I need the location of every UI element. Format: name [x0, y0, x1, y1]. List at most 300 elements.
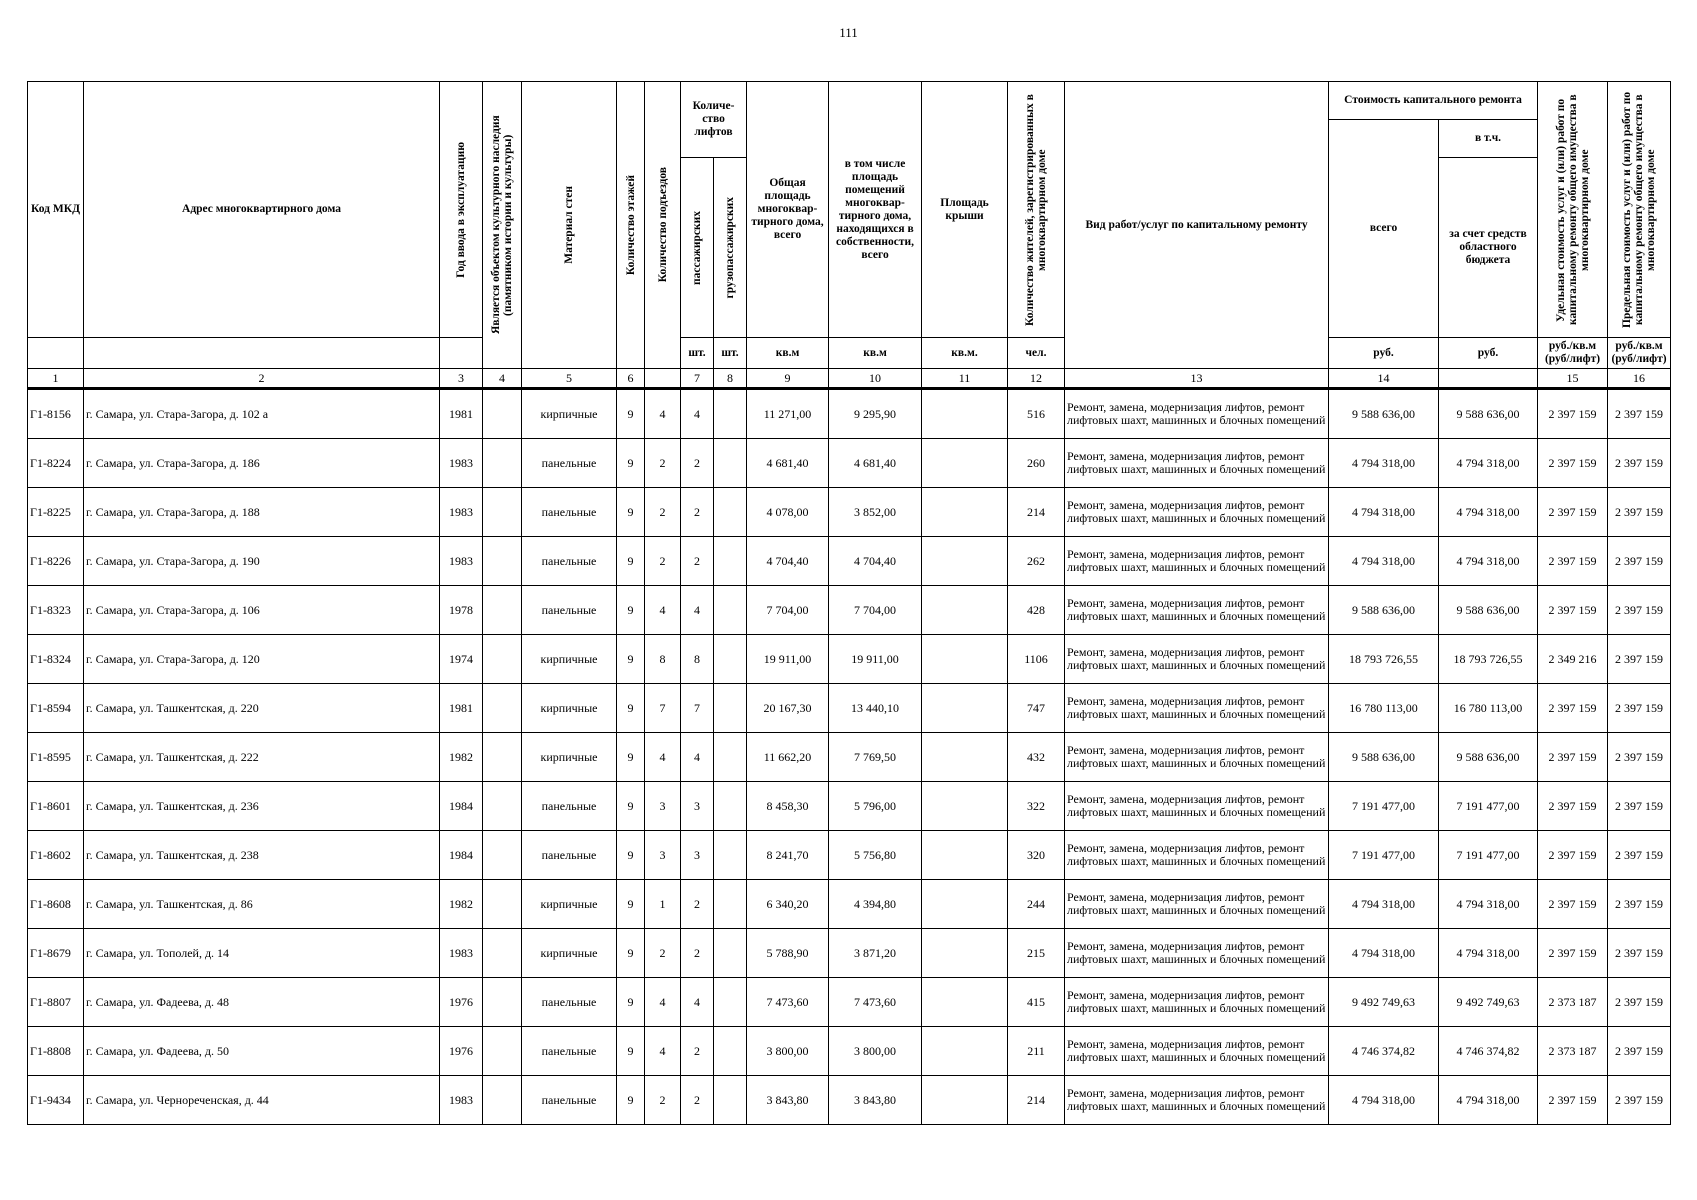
cell-lifts-freight [714, 635, 747, 684]
cell-unit-cost: 2 397 159 [1538, 929, 1608, 978]
cell-roof-area [922, 635, 1008, 684]
cell-work-type: Ремонт, замена, модернизация лифтов, ремонт лифтовых шахт, машинных и блочных помещений [1065, 880, 1329, 929]
cell-lifts-freight [714, 1027, 747, 1076]
table-body [28, 389, 1671, 1125]
cell-address: г. Самара, ул. Стара-Загора, д. 190 [84, 537, 440, 586]
column-number: 9 [747, 369, 829, 389]
cell-total-area: 5 788,90 [747, 929, 829, 978]
cell-code: Г1-8601 [28, 782, 84, 831]
cell-address: г. Самара, ул. Ташкентская, д. 236 [84, 782, 440, 831]
cell-residents: 747 [1008, 684, 1065, 733]
column-number: 2 [84, 369, 440, 389]
cell-entrances: 2 [645, 537, 681, 586]
column-number: 5 [522, 369, 617, 389]
cell-owned-area: 13 440,10 [829, 684, 922, 733]
table-row [28, 586, 1671, 635]
cell-max-cost: 2 397 159 [1608, 929, 1671, 978]
cell-cost-regional: 16 780 113,00 [1439, 684, 1538, 733]
cell-year: 1976 [440, 1027, 483, 1076]
table-row [28, 439, 1671, 488]
cell-max-cost: 2 397 159 [1608, 978, 1671, 1027]
cell-roof-area [922, 929, 1008, 978]
unit-total-area: кв.м [747, 338, 829, 369]
cell-lifts-pass: 8 [681, 635, 714, 684]
header-cost: Стоимость капитального ремонта [1329, 82, 1538, 120]
cell-floors: 9 [617, 635, 645, 684]
table-row [28, 389, 1671, 439]
table-row [28, 635, 1671, 684]
cell-unit-cost: 2 397 159 [1538, 488, 1608, 537]
cell-unit-cost: 2 397 159 [1538, 684, 1608, 733]
cell-wall: панельные [522, 537, 617, 586]
cell-address: г. Самара, ул. Стара-Загора, д. 120 [84, 635, 440, 684]
cell-cost-total: 9 588 636,00 [1329, 586, 1439, 635]
cell-year: 1983 [440, 537, 483, 586]
column-number [645, 369, 681, 389]
cell-cost-total: 4 794 318,00 [1329, 1076, 1439, 1125]
cell-wall: кирпичные [522, 635, 617, 684]
cell-wall: кирпичные [522, 733, 617, 782]
cell-total-area: 8 458,30 [747, 782, 829, 831]
cell-address: г. Самара, ул. Стара-Загора, д. 106 [84, 586, 440, 635]
cell-lifts-freight [714, 929, 747, 978]
cell-lifts-pass: 4 [681, 586, 714, 635]
cell-entrances: 3 [645, 782, 681, 831]
cell-lifts-pass: 2 [681, 1027, 714, 1076]
cell-work-type: Ремонт, замена, модернизация лифтов, ремонт лифтовых шахт, машинных и блочных помещений [1065, 439, 1329, 488]
cell-heritage [483, 635, 522, 684]
cell-floors: 9 [617, 978, 645, 1027]
cell-owned-area: 3 852,00 [829, 488, 922, 537]
cell-residents: 215 [1008, 929, 1065, 978]
cell-owned-area: 4 394,80 [829, 880, 922, 929]
cell-lifts-pass: 3 [681, 831, 714, 880]
cell-cost-regional: 4 746 374,82 [1439, 1027, 1538, 1076]
cell-year: 1981 [440, 684, 483, 733]
cell-lifts-freight [714, 880, 747, 929]
unit-residents: чел. [1008, 338, 1065, 369]
column-number: 3 [440, 369, 483, 389]
cell-wall: кирпичные [522, 929, 617, 978]
column-number: 8 [714, 369, 747, 389]
cell-owned-area: 3 800,00 [829, 1027, 922, 1076]
cell-cost-regional: 7 191 477,00 [1439, 782, 1538, 831]
cell-cost-total: 9 588 636,00 [1329, 733, 1439, 782]
unit-owned-area: кв.м [829, 338, 922, 369]
cell-roof-area [922, 880, 1008, 929]
unit-unit-cost: руб./кв.м (руб/лифт) [1538, 338, 1608, 369]
cell-unit-cost: 2 349 216 [1538, 635, 1608, 684]
cell-heritage [483, 586, 522, 635]
cell-code: Г1-8608 [28, 880, 84, 929]
cell-roof-area [922, 389, 1008, 439]
cell-wall: кирпичные [522, 880, 617, 929]
cell-entrances: 2 [645, 439, 681, 488]
column-number: 15 [1538, 369, 1608, 389]
cell-total-area: 19 911,00 [747, 635, 829, 684]
cell-lifts-freight [714, 978, 747, 1027]
cell-year: 1983 [440, 439, 483, 488]
cell-lifts-pass: 2 [681, 1076, 714, 1125]
column-number: 16 [1608, 369, 1671, 389]
cell-code: Г1-9434 [28, 1076, 84, 1125]
unit-max-cost: руб./кв.м (руб/лифт) [1608, 338, 1671, 369]
cell-total-area: 20 167,30 [747, 684, 829, 733]
cell-lifts-pass: 2 [681, 488, 714, 537]
cell-work-type: Ремонт, замена, модернизация лифтов, ремонт лифтовых шахт, машинных и блочных помещений [1065, 782, 1329, 831]
table-row [28, 684, 1671, 733]
column-number-row [28, 369, 1671, 389]
cell-work-type: Ремонт, замена, модернизация лифтов, ремонт лифтовых шахт, машинных и блочных помещений [1065, 978, 1329, 1027]
cell-owned-area: 5 796,00 [829, 782, 922, 831]
header-lifts-freight: грузопассажирских [714, 158, 747, 338]
table-row [28, 488, 1671, 537]
cell-floors: 9 [617, 880, 645, 929]
cell-wall: кирпичные [522, 389, 617, 439]
column-number [1439, 369, 1538, 389]
cell-unit-cost: 2 397 159 [1538, 880, 1608, 929]
cell-year: 1982 [440, 880, 483, 929]
table-row [28, 978, 1671, 1027]
unit-roof-area: кв.м. [922, 338, 1008, 369]
cell-address: г. Самара, ул. Фадеева, д. 48 [84, 978, 440, 1027]
cell-owned-area: 3 843,80 [829, 1076, 922, 1125]
cell-lifts-pass: 4 [681, 978, 714, 1027]
cell-residents: 1106 [1008, 635, 1065, 684]
cell-cost-total: 4 794 318,00 [1329, 537, 1439, 586]
cell-code: Г1-8807 [28, 978, 84, 1027]
cell-lifts-freight [714, 537, 747, 586]
cell-floors: 9 [617, 586, 645, 635]
column-number: 1 [28, 369, 84, 389]
table-row [28, 782, 1671, 831]
cell-code: Г1-8595 [28, 733, 84, 782]
table-row [28, 880, 1671, 929]
cell-heritage [483, 929, 522, 978]
cell-owned-area: 7 704,00 [829, 586, 922, 635]
column-number: 10 [829, 369, 922, 389]
header-total-area: Общая площадь многоквар-тирного дома, всего [747, 82, 829, 338]
cell-heritage [483, 782, 522, 831]
cell-floors: 9 [617, 439, 645, 488]
cell-max-cost: 2 397 159 [1608, 1027, 1671, 1076]
cell-entrances: 7 [645, 684, 681, 733]
cell-residents: 214 [1008, 488, 1065, 537]
cell-owned-area: 5 756,80 [829, 831, 922, 880]
cell-work-type: Ремонт, замена, модернизация лифтов, ремонт лифтовых шахт, машинных и блочных помещений [1065, 389, 1329, 439]
cell-total-area: 4 681,40 [747, 439, 829, 488]
table-row [28, 733, 1671, 782]
cell-roof-area [922, 586, 1008, 635]
unit-address [84, 338, 440, 369]
header-roof-area: Площадь крыши [922, 82, 1008, 338]
cell-max-cost: 2 397 159 [1608, 684, 1671, 733]
cell-wall: панельные [522, 978, 617, 1027]
cell-heritage [483, 978, 522, 1027]
cell-total-area: 6 340,20 [747, 880, 829, 929]
cell-cost-total: 4 794 318,00 [1329, 929, 1439, 978]
cell-owned-area: 3 871,20 [829, 929, 922, 978]
cell-year: 1984 [440, 831, 483, 880]
column-number: 11 [922, 369, 1008, 389]
cell-wall: кирпичные [522, 684, 617, 733]
cell-roof-area [922, 782, 1008, 831]
cell-address: г. Самара, ул. Ташкентская, д. 222 [84, 733, 440, 782]
cell-roof-area [922, 488, 1008, 537]
cell-work-type: Ремонт, замена, модернизация лифтов, ремонт лифтовых шахт, машинных и блочных помещений [1065, 733, 1329, 782]
cell-heritage [483, 880, 522, 929]
cell-residents: 432 [1008, 733, 1065, 782]
cell-roof-area [922, 831, 1008, 880]
cell-code: Г1-8156 [28, 389, 84, 439]
cell-code: Г1-8679 [28, 929, 84, 978]
cell-unit-cost: 2 397 159 [1538, 439, 1608, 488]
cell-year: 1983 [440, 929, 483, 978]
cell-entrances: 2 [645, 1076, 681, 1125]
cell-year: 1982 [440, 733, 483, 782]
cell-max-cost: 2 397 159 [1608, 782, 1671, 831]
cell-code: Г1-8225 [28, 488, 84, 537]
cell-floors: 9 [617, 537, 645, 586]
header-unit-cost: Удельная стоимость услуг и (или) работ по капитальному ремонту общего имущества в многоквартирном доме [1538, 82, 1608, 338]
cell-owned-area: 9 295,90 [829, 389, 922, 439]
cell-unit-cost: 2 397 159 [1538, 389, 1608, 439]
cell-residents: 244 [1008, 880, 1065, 929]
unit-lifts-pass: шт. [681, 338, 714, 369]
cell-max-cost: 2 397 159 [1608, 439, 1671, 488]
cell-floors: 9 [617, 1027, 645, 1076]
cell-residents: 322 [1008, 782, 1065, 831]
page-number: 111 [839, 25, 858, 40]
cell-cost-regional: 4 794 318,00 [1439, 537, 1538, 586]
header-lifts: Количе-ство лифтов [681, 82, 747, 158]
cell-code: Г1-8324 [28, 635, 84, 684]
cell-heritage [483, 389, 522, 439]
cell-entrances: 3 [645, 831, 681, 880]
cell-max-cost: 2 397 159 [1608, 389, 1671, 439]
cell-year: 1984 [440, 782, 483, 831]
cell-residents: 428 [1008, 586, 1065, 635]
cell-lifts-pass: 2 [681, 929, 714, 978]
cell-work-type: Ремонт, замена, модернизация лифтов, ремонт лифтовых шахт, машинных и блочных помещений [1065, 1027, 1329, 1076]
cell-wall: панельные [522, 1027, 617, 1076]
cell-max-cost: 2 397 159 [1608, 1076, 1671, 1125]
cell-cost-total: 4 746 374,82 [1329, 1027, 1439, 1076]
cell-unit-cost: 2 397 159 [1538, 782, 1608, 831]
cell-lifts-pass: 4 [681, 733, 714, 782]
cell-wall: панельные [522, 831, 617, 880]
cell-lifts-freight [714, 1076, 747, 1125]
cell-roof-area [922, 684, 1008, 733]
cell-work-type: Ремонт, замена, модернизация лифтов, ремонт лифтовых шахт, машинных и блочных помещений [1065, 488, 1329, 537]
header-max-cost: Предельная стоимость услуг и (или) работ по капитальному ремонту общего имущества в многоквартирном доме [1608, 82, 1671, 338]
cell-cost-total: 9 588 636,00 [1329, 389, 1439, 439]
cell-address: г. Самара, ул. Ташкентская, д. 220 [84, 684, 440, 733]
cell-max-cost: 2 397 159 [1608, 488, 1671, 537]
cell-residents: 262 [1008, 537, 1065, 586]
cell-cost-regional: 9 492 749,63 [1439, 978, 1538, 1027]
cell-max-cost: 2 397 159 [1608, 635, 1671, 684]
column-number: 4 [483, 369, 522, 389]
cell-cost-total: 18 793 726,55 [1329, 635, 1439, 684]
cell-heritage [483, 537, 522, 586]
cell-residents: 211 [1008, 1027, 1065, 1076]
cell-max-cost: 2 397 159 [1608, 880, 1671, 929]
column-number: 13 [1065, 369, 1329, 389]
unit-code [28, 338, 84, 369]
cell-total-area: 4 704,40 [747, 537, 829, 586]
cell-cost-regional: 18 793 726,55 [1439, 635, 1538, 684]
cell-roof-area [922, 1076, 1008, 1125]
unit-cost-total: руб. [1329, 338, 1439, 369]
cell-cost-regional: 4 794 318,00 [1439, 1076, 1538, 1125]
cell-address: г. Самара, ул. Тополей, д. 14 [84, 929, 440, 978]
cell-work-type: Ремонт, замена, модернизация лифтов, ремонт лифтовых шахт, машинных и блочных помещений [1065, 635, 1329, 684]
cell-work-type: Ремонт, замена, модернизация лифтов, ремонт лифтовых шахт, машинных и блочных помещений [1065, 1076, 1329, 1125]
cell-roof-area [922, 733, 1008, 782]
column-number: 7 [681, 369, 714, 389]
cell-wall: панельные [522, 586, 617, 635]
cell-lifts-freight [714, 389, 747, 439]
cell-total-area: 11 662,20 [747, 733, 829, 782]
cell-cost-regional: 9 588 636,00 [1439, 586, 1538, 635]
cell-floors: 9 [617, 831, 645, 880]
table-row [28, 1027, 1671, 1076]
header-code: Код МКД [28, 82, 84, 338]
cell-unit-cost: 2 373 187 [1538, 1027, 1608, 1076]
header-residents: Количество жителей, зарегистрированных в многоквартирном доме [1008, 82, 1065, 338]
cell-heritage [483, 831, 522, 880]
table-row [28, 537, 1671, 586]
cell-owned-area: 4 704,40 [829, 537, 922, 586]
cell-lifts-freight [714, 782, 747, 831]
cell-unit-cost: 2 397 159 [1538, 537, 1608, 586]
cell-cost-total: 4 794 318,00 [1329, 488, 1439, 537]
cell-cost-total: 9 492 749,63 [1329, 978, 1439, 1027]
cell-heritage [483, 733, 522, 782]
cell-unit-cost: 2 397 159 [1538, 1076, 1608, 1125]
cell-lifts-freight [714, 439, 747, 488]
cell-heritage [483, 488, 522, 537]
cell-wall: панельные [522, 439, 617, 488]
cell-code: Г1-8226 [28, 537, 84, 586]
cell-address: г. Самара, ул. Стара-Загора, д. 186 [84, 439, 440, 488]
cell-total-area: 11 271,00 [747, 389, 829, 439]
cell-cost-total: 4 794 318,00 [1329, 880, 1439, 929]
cell-lifts-freight [714, 733, 747, 782]
cell-lifts-freight [714, 488, 747, 537]
cell-total-area: 3 800,00 [747, 1027, 829, 1076]
header-floors: Количество этажей [617, 82, 645, 369]
cell-cost-regional: 4 794 318,00 [1439, 880, 1538, 929]
cell-owned-area: 7 473,60 [829, 978, 922, 1027]
cell-entrances: 2 [645, 488, 681, 537]
cell-floors: 9 [617, 684, 645, 733]
cell-cost-regional: 7 191 477,00 [1439, 831, 1538, 880]
cell-cost-total: 4 794 318,00 [1329, 439, 1439, 488]
cell-owned-area: 7 769,50 [829, 733, 922, 782]
cell-total-area: 8 241,70 [747, 831, 829, 880]
cell-year: 1981 [440, 389, 483, 439]
cell-year: 1983 [440, 1076, 483, 1125]
header-wall: Материал стен [522, 82, 617, 369]
cell-roof-area [922, 537, 1008, 586]
header-entrances: Количество подъездов [645, 82, 681, 369]
cell-work-type: Ремонт, замена, модернизация лифтов, ремонт лифтовых шахт, машинных и блочных помещений [1065, 929, 1329, 978]
cell-residents: 214 [1008, 1076, 1065, 1125]
cell-address: г. Самара, ул. Стара-Загора, д. 188 [84, 488, 440, 537]
cell-total-area: 4 078,00 [747, 488, 829, 537]
cell-total-area: 7 473,60 [747, 978, 829, 1027]
column-number: 12 [1008, 369, 1065, 389]
cell-entrances: 4 [645, 733, 681, 782]
column-number: 14 [1329, 369, 1439, 389]
table-row [28, 831, 1671, 880]
cell-total-area: 7 704,00 [747, 586, 829, 635]
cell-residents: 415 [1008, 978, 1065, 1027]
cell-cost-total: 7 191 477,00 [1329, 831, 1439, 880]
cell-year: 1983 [440, 488, 483, 537]
header-owned-area: в том числе площадь помещений многоквар-тирного дома, находящихся в собственности, всего [829, 82, 922, 338]
cell-cost-regional: 9 588 636,00 [1439, 389, 1538, 439]
cell-cost-regional: 4 794 318,00 [1439, 929, 1538, 978]
cell-code: Г1-8224 [28, 439, 84, 488]
cell-heritage [483, 1076, 522, 1125]
cell-entrances: 8 [645, 635, 681, 684]
cell-floors: 9 [617, 1076, 645, 1125]
cell-address: г. Самара, ул. Ташкентская, д. 86 [84, 880, 440, 929]
cell-cost-regional: 9 588 636,00 [1439, 733, 1538, 782]
unit-cost-regional: руб. [1439, 338, 1538, 369]
cell-cost-regional: 4 794 318,00 [1439, 439, 1538, 488]
cell-floors: 9 [617, 389, 645, 439]
cell-floors: 9 [617, 782, 645, 831]
cell-lifts-freight [714, 684, 747, 733]
cell-entrances: 4 [645, 389, 681, 439]
cell-heritage [483, 684, 522, 733]
cell-lifts-pass: 4 [681, 389, 714, 439]
cell-residents: 320 [1008, 831, 1065, 880]
cell-cost-total: 16 780 113,00 [1329, 684, 1439, 733]
cell-address: г. Самара, ул. Чернореченская, д. 44 [84, 1076, 440, 1125]
header-cost-incl: в т.ч. [1439, 120, 1538, 158]
cell-lifts-pass: 3 [681, 782, 714, 831]
cell-entrances: 4 [645, 586, 681, 635]
header-cost-regional: за счет средств областного бюджета [1439, 158, 1538, 338]
cell-unit-cost: 2 397 159 [1538, 586, 1608, 635]
cell-cost-regional: 4 794 318,00 [1439, 488, 1538, 537]
unit-year [440, 338, 483, 369]
cell-lifts-pass: 2 [681, 439, 714, 488]
cell-roof-area [922, 978, 1008, 1027]
cell-entrances: 4 [645, 978, 681, 1027]
header-work-type: Вид работ/услуг по капитальному ремонту [1065, 82, 1329, 369]
cell-residents: 260 [1008, 439, 1065, 488]
cell-code: Г1-8323 [28, 586, 84, 635]
cell-roof-area [922, 1027, 1008, 1076]
cell-unit-cost: 2 397 159 [1538, 831, 1608, 880]
cell-unit-cost: 2 397 159 [1538, 733, 1608, 782]
cell-work-type: Ремонт, замена, модернизация лифтов, ремонт лифтовых шахт, машинных и блочных помещений [1065, 586, 1329, 635]
cell-residents: 516 [1008, 389, 1065, 439]
cell-lifts-freight [714, 831, 747, 880]
cell-lifts-pass: 7 [681, 684, 714, 733]
cell-heritage [483, 439, 522, 488]
cell-wall: панельные [522, 782, 617, 831]
header-lifts-pass: пассажирских [681, 158, 714, 338]
cell-roof-area [922, 439, 1008, 488]
cell-work-type: Ремонт, замена, модернизация лифтов, ремонт лифтовых шахт, машинных и блочных помещений [1065, 684, 1329, 733]
